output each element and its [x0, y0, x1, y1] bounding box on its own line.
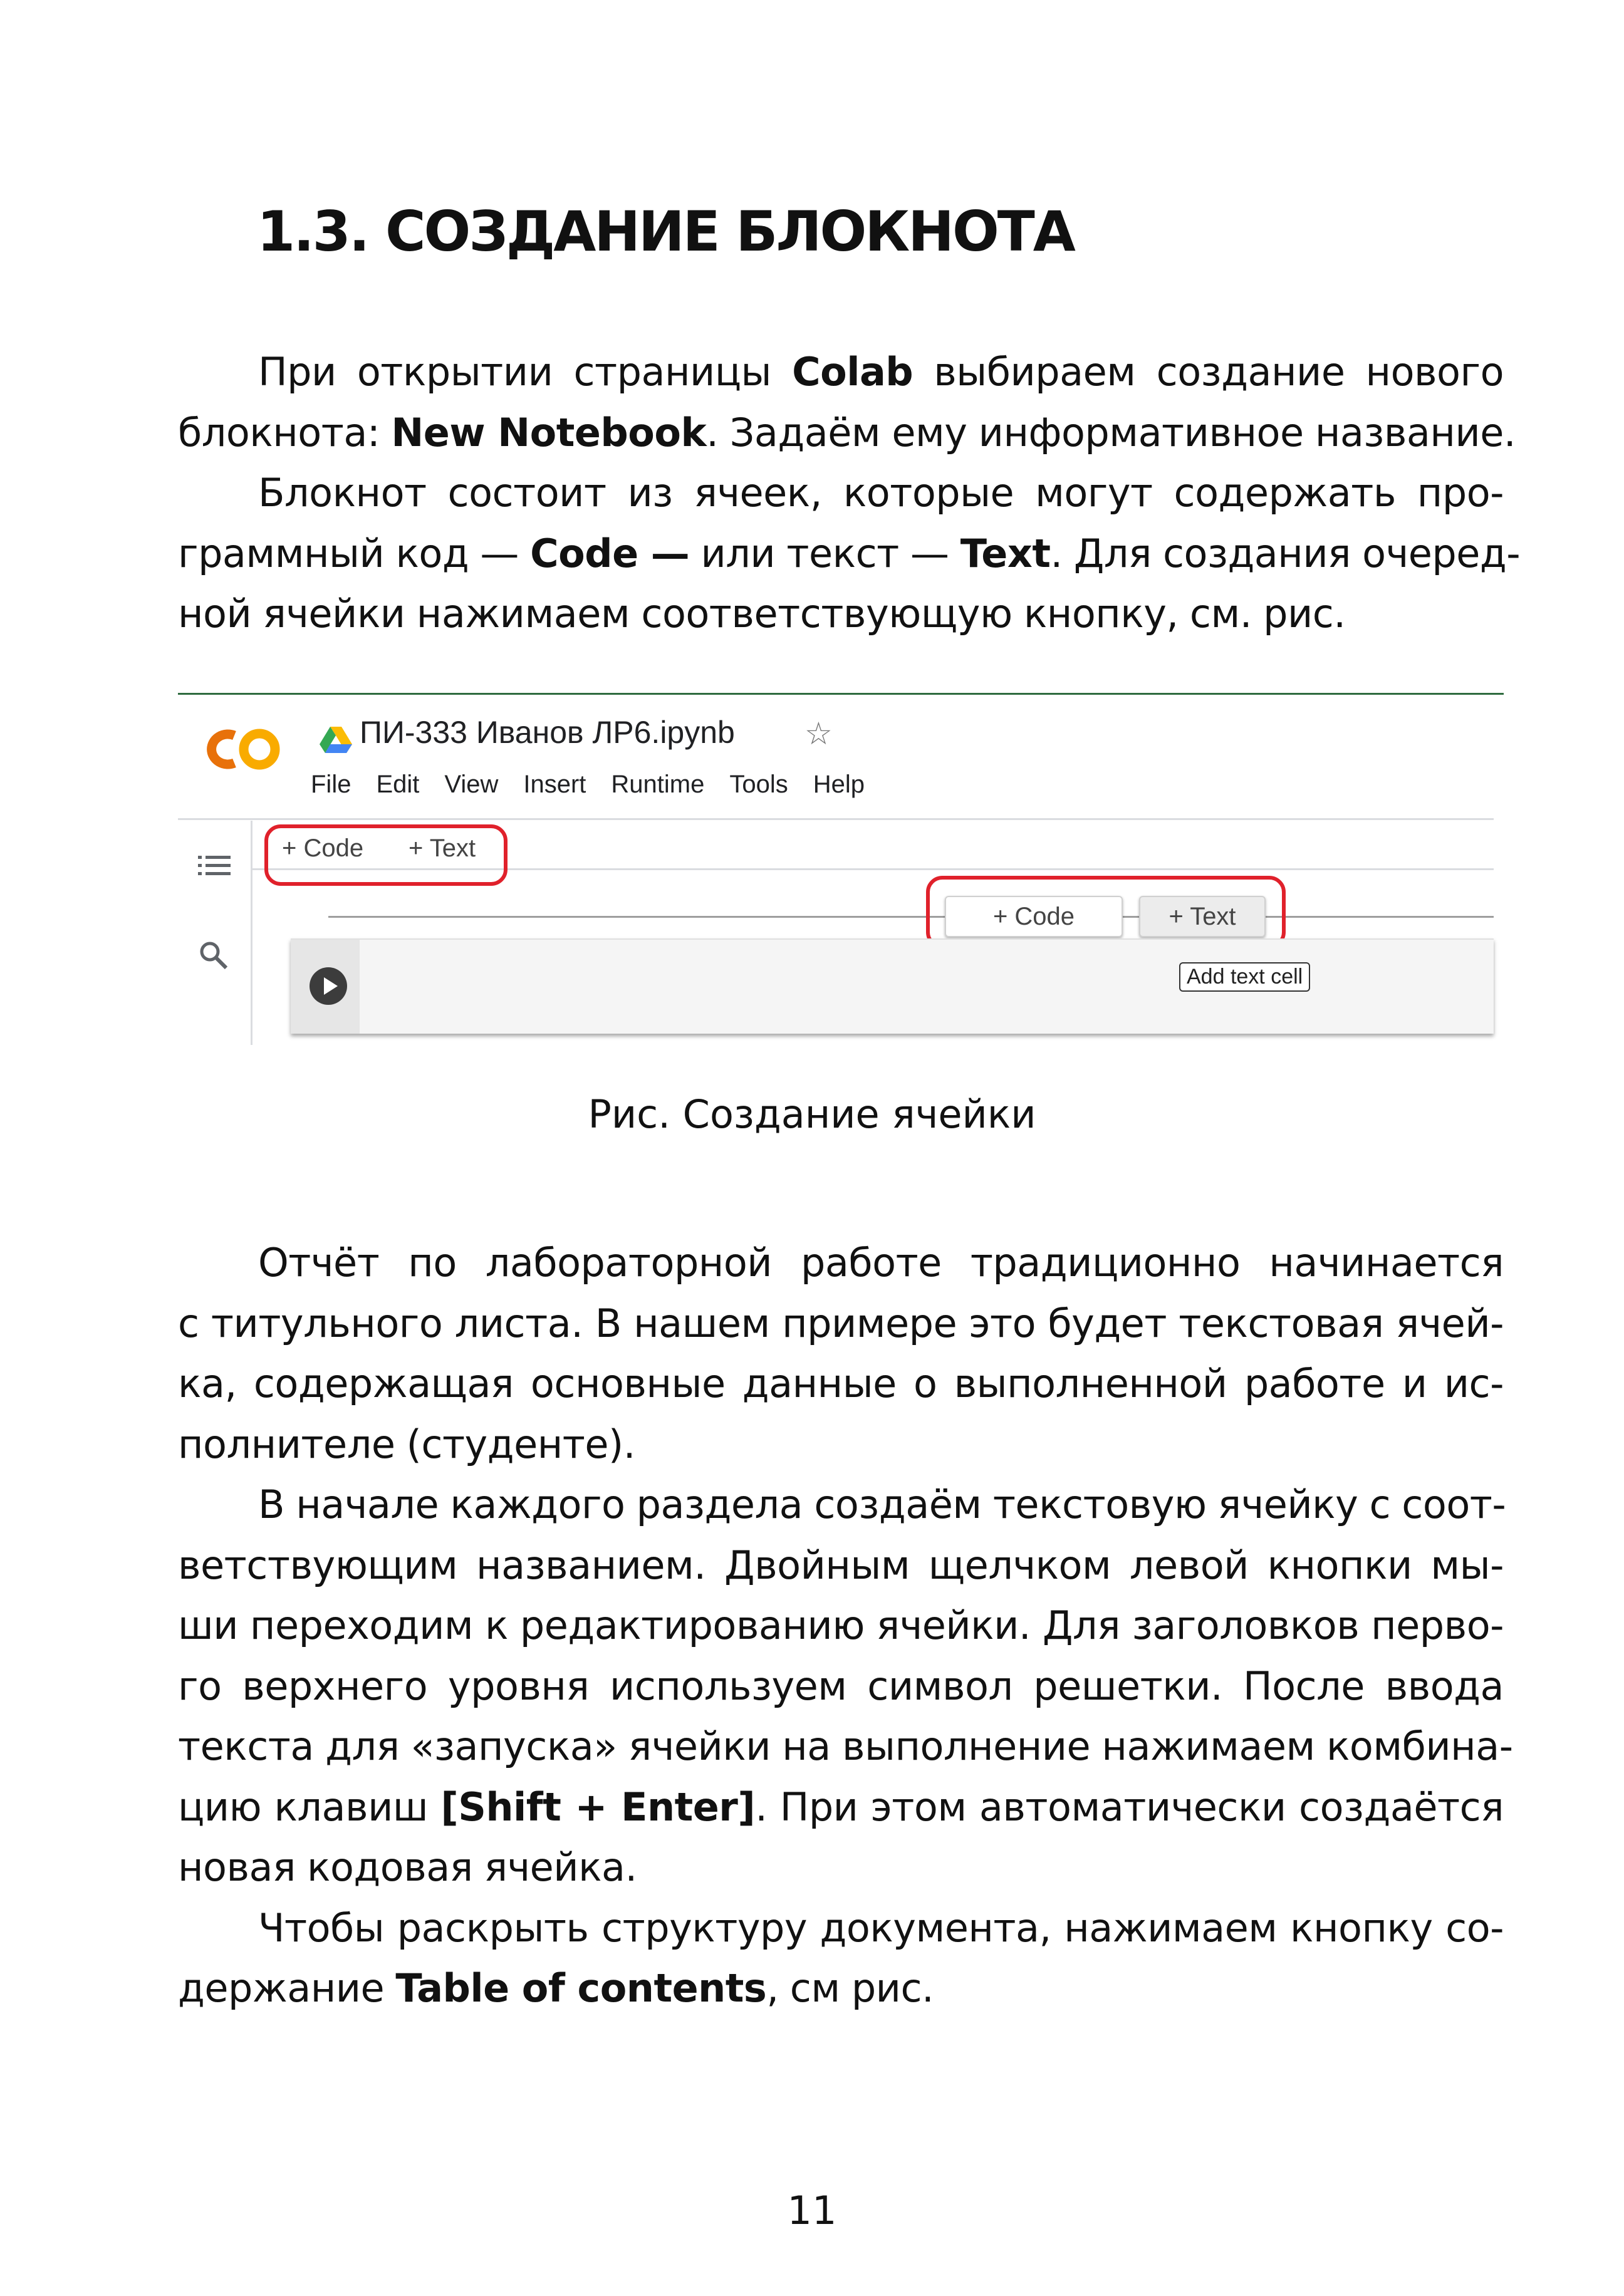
text-line: граммный код — Code — или текст — Text. Для создания очеред-	[178, 530, 1521, 576]
menu-edit[interactable]: Edit	[376, 771, 420, 798]
menu-runtime[interactable]: Runtime	[611, 771, 705, 798]
table-of-contents-icon[interactable]	[197, 852, 232, 880]
text-line: с титульного листа. В нашем примере это будет текстовая ячей-	[178, 1300, 1504, 1346]
text-line: цию клавиш [Shift + Enter]. При этом автоматически создаётся	[178, 1784, 1504, 1830]
text-line: держание Table of contents, см рис.	[178, 1965, 934, 2011]
toolbar-add-text-button[interactable]: + Text	[409, 834, 476, 862]
search-icon[interactable]	[198, 940, 229, 971]
header-divider	[178, 818, 1494, 820]
figure-top-rule	[178, 693, 1504, 695]
colab-screenshot-figure	[178, 702, 1494, 1052]
add-text-cell-tooltip: Add text cell	[1179, 962, 1310, 992]
text-line: полнителе (студенте).	[178, 1421, 635, 1467]
text-line: Чтобы раскрыть структуру документа, нажимаем кнопку со-	[258, 1904, 1504, 1951]
run-cell-icon[interactable]	[308, 966, 348, 1006]
text-line: Отчёт по лабораторной работе традиционно начинается	[258, 1240, 1504, 1286]
paragraph-intro	[178, 342, 1521, 645]
text-line: ка, содержащая основные данные о выполненной работе и ис-	[178, 1361, 1504, 1406]
text-line: новая кодовая ячейка.	[178, 1844, 637, 1890]
page-number: 11	[787, 2188, 837, 2233]
text-line: го верхнего уровня используем символ решетки. После ввода	[178, 1663, 1504, 1709]
section-heading: 1.3. СОЗДАНИЕ БЛОКНОТА	[257, 199, 1074, 264]
text-line: ветствующим названием. Двойным щелчком левой кнопки мы-	[178, 1542, 1504, 1588]
menu-insert[interactable]: Insert	[523, 771, 586, 798]
text-line: ши переходим к редактированию ячейки. Для заголовков перво-	[178, 1603, 1504, 1648]
text-line: При открытии страницы Colab выбираем создание нового	[258, 349, 1504, 395]
colab-logo-icon	[202, 727, 283, 772]
figure-caption: Рис. Создание ячейки	[588, 1091, 1036, 1137]
text-line: Блокнот состоит из ячеек, которые могут содержать про-	[258, 470, 1504, 516]
menu-view[interactable]: View	[444, 771, 499, 798]
menu-help[interactable]: Help	[813, 771, 865, 798]
insert-text-cell-button[interactable]: + Text	[1139, 896, 1266, 937]
text-line: ной ячейки нажимаем соответствующую кнопку, см. рис.	[178, 591, 1346, 636]
star-icon[interactable]: ☆	[804, 716, 833, 751]
cell-insert-line	[328, 916, 1494, 918]
highlight-toolbar-buttons	[264, 824, 508, 886]
text-line: текста для «запуска» ячейки на выполнение нажимаем комбина-	[178, 1723, 1513, 1769]
menu-tools[interactable]: Tools	[729, 771, 788, 798]
highlight-insert-buttons	[926, 876, 1286, 948]
menu-bar	[311, 771, 890, 799]
menu-file[interactable]: File	[311, 771, 351, 798]
insert-code-cell-button[interactable]: + Code	[945, 896, 1123, 937]
code-cell[interactable]	[291, 938, 1494, 1034]
sidebar-divider	[251, 821, 252, 1045]
text-line: блокнота: New Notebook. Задаём ему информативное название.	[178, 409, 1516, 455]
google-drive-icon	[320, 725, 352, 753]
toolbar-add-code-button[interactable]: + Code	[282, 834, 364, 862]
notebook-title[interactable]: ПИ-333 Иванов ЛР6.ipynb	[360, 715, 735, 750]
text-line: В начале каждого раздела создаём текстовую ячейку с соот-	[258, 1482, 1506, 1527]
paragraph-report	[178, 1233, 1513, 2019]
